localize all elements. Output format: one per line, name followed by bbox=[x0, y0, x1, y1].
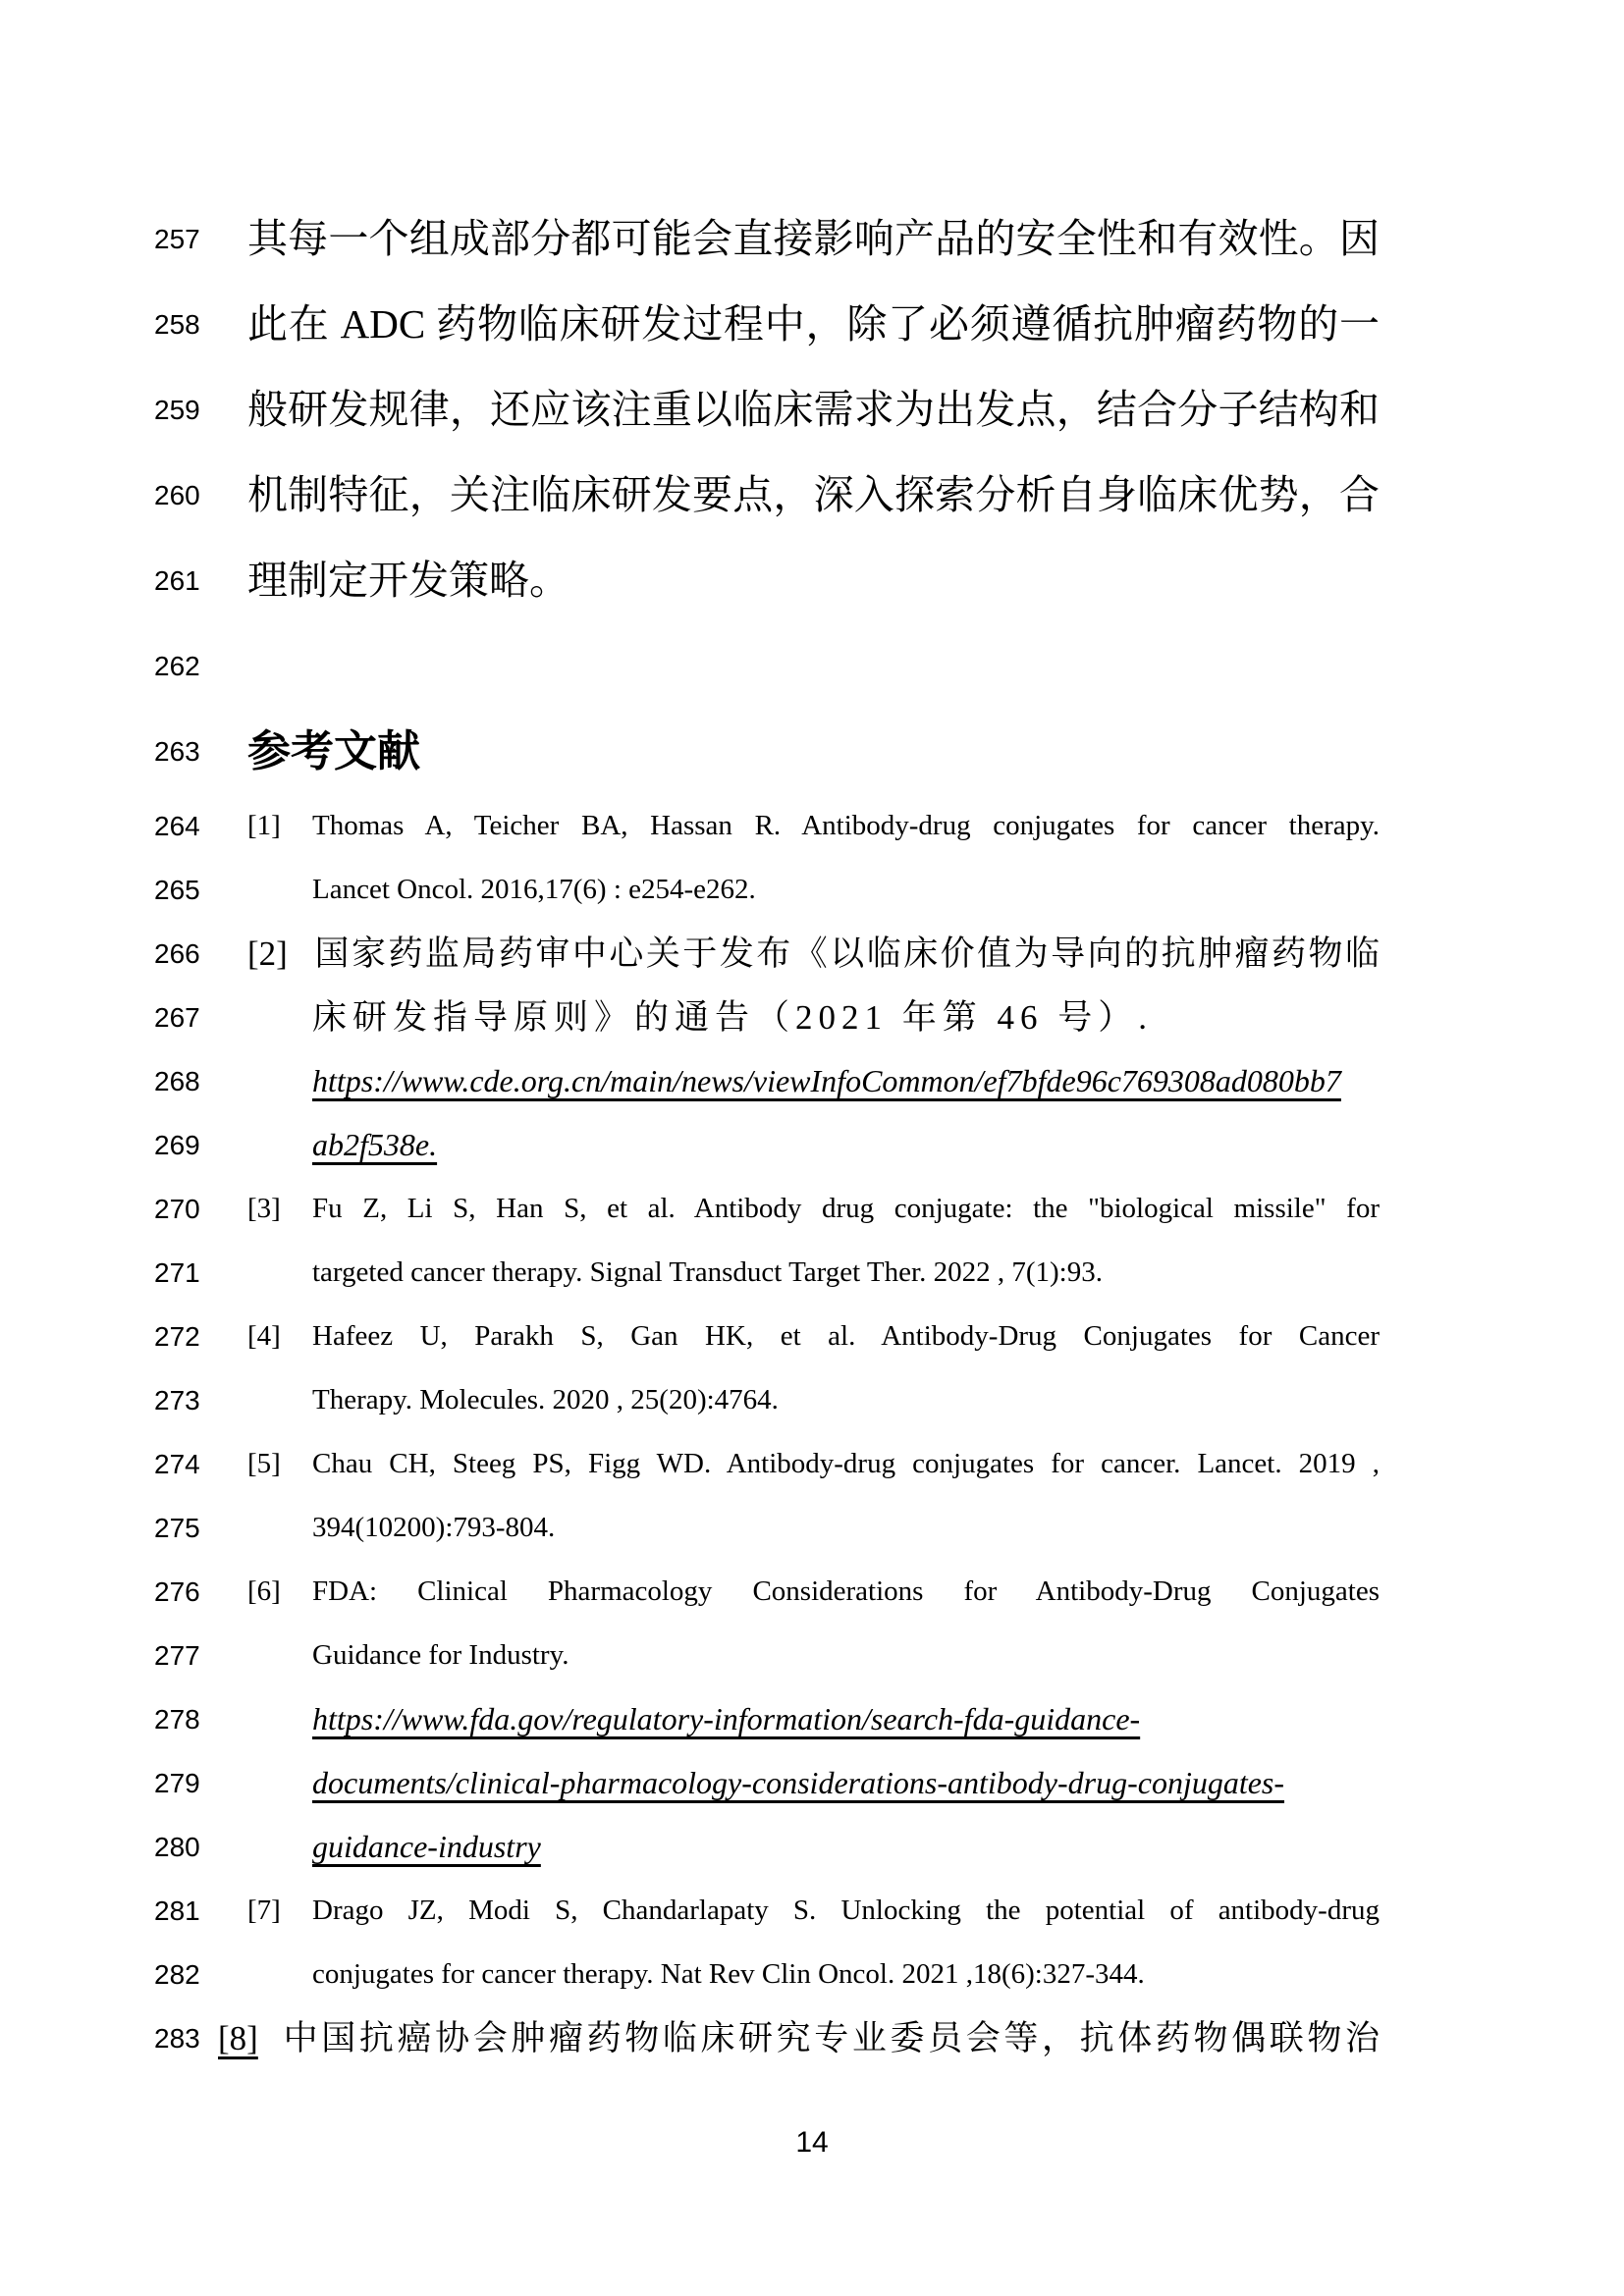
reference-line bbox=[0, 858, 1624, 922]
reference-text-body: Lancet Oncol. 2016,17(6) : e254-e262. bbox=[312, 874, 756, 905]
line-number: 277 bbox=[154, 1640, 200, 1671]
reference-line bbox=[0, 1496, 1624, 1560]
reference-url-link[interactable]: https://www.cde.org.cn/main/news/viewInfoCommon/ef7bfde96c769308ad080bb7 bbox=[312, 1063, 1341, 1098]
reference-text bbox=[247, 1049, 1380, 1113]
reference-marker: [4] bbox=[247, 1320, 281, 1352]
reference-text-body: targeted cancer therapy. Signal Transduct Target Ther. 2022 , 7(1):93. bbox=[312, 1256, 1103, 1288]
references-heading-row bbox=[0, 709, 1624, 794]
reference-text bbox=[247, 858, 1380, 922]
reference-line bbox=[0, 1815, 1624, 1879]
line-number: 281 bbox=[154, 1896, 200, 1926]
reference-marker: [1] bbox=[247, 810, 281, 841]
line-number: 272 bbox=[154, 1321, 200, 1352]
line-number: 273 bbox=[154, 1385, 200, 1415]
line-number: 260 bbox=[154, 480, 200, 510]
reference-line bbox=[0, 794, 1624, 858]
reference-text-body: FDA: Clinical Pharmacology Considerations for Antibody-Drug Conjugates bbox=[312, 1575, 1380, 1607]
line-number: 276 bbox=[154, 1576, 200, 1607]
reference-text-body: 中国抗癌协会肿瘤药物临床研究专业委员会等，抗体药物偶联物治 bbox=[280, 2019, 1380, 2057]
line-number: 275 bbox=[154, 1513, 200, 1543]
reference-text bbox=[247, 1368, 1380, 1432]
reference-text-body: 国家药监局药审中心关于发布《以临床价值为导向的抗肿瘤药物临 bbox=[312, 934, 1380, 973]
reference-marker: [2] bbox=[247, 934, 288, 973]
line-number: 267 bbox=[154, 1002, 200, 1033]
reference-text-body: conjugates for cancer therapy. Nat Rev Clin Oncol. 2021 ,18(6):327-344. bbox=[312, 1958, 1145, 1990]
paragraph-section bbox=[0, 0, 1624, 709]
reference-text-body: Thomas A, Teicher BA, Hassan R. Antibody-drug conjugates for cancer therapy. bbox=[312, 810, 1380, 841]
references-heading: 参考文献 bbox=[247, 727, 420, 775]
line-number: 283 bbox=[154, 2023, 200, 2054]
reference-text bbox=[247, 1624, 1380, 1687]
line-number: 262 bbox=[154, 651, 200, 681]
reference-line bbox=[0, 1943, 1624, 2006]
reference-line bbox=[0, 1432, 1624, 1496]
reference-line bbox=[0, 1687, 1624, 1751]
reference-text bbox=[247, 1113, 1380, 1177]
reference-line bbox=[0, 1177, 1624, 1241]
reference-line bbox=[0, 922, 1624, 986]
reference-text bbox=[247, 986, 1380, 1049]
reference-text bbox=[247, 794, 1380, 858]
reference-url-link[interactable]: ab2f538e. bbox=[312, 1127, 438, 1162]
reference-text bbox=[247, 1432, 1380, 1496]
line-number: 265 bbox=[154, 875, 200, 905]
line-number: 263 bbox=[154, 736, 200, 767]
reference-text bbox=[247, 1305, 1380, 1368]
reference-text bbox=[247, 1815, 1380, 1879]
paragraph-line bbox=[0, 538, 1624, 623]
reference-text-body: Hafeez U, Parakh S, Gan HK, et al. Antibody-Drug Conjugates for Cancer bbox=[312, 1320, 1380, 1352]
reference-line bbox=[0, 1879, 1624, 1943]
reference-line bbox=[0, 1560, 1624, 1624]
line-number: 280 bbox=[154, 1832, 200, 1862]
paragraph-line bbox=[0, 282, 1624, 367]
paragraph-text: 此在 ADC 药物临床研发过程中，除了必须遵循抗肿瘤药物的一 bbox=[247, 301, 1380, 347]
reference-marker: [7] bbox=[247, 1895, 281, 1926]
line-number: 258 bbox=[154, 309, 200, 340]
line-number: 257 bbox=[154, 224, 200, 254]
reference-text bbox=[247, 1879, 1380, 1943]
line-number: 266 bbox=[154, 938, 200, 969]
line-number: 268 bbox=[154, 1066, 200, 1096]
reference-text bbox=[247, 1943, 1380, 2006]
reference-url-link[interactable]: documents/clinical-pharmacology-considerations-antibody-drug-conjugates- bbox=[312, 1765, 1285, 1800]
reference-text bbox=[218, 2006, 1380, 2070]
reference-line bbox=[0, 1624, 1624, 1687]
reference-text bbox=[247, 1177, 1380, 1241]
paragraph-text: 机制特征，关注临床研发要点，深入探索分析自身临床优势，合 bbox=[247, 472, 1380, 517]
reference-text bbox=[247, 1687, 1380, 1751]
reference-marker: [5] bbox=[247, 1448, 281, 1479]
reference-text-body: Fu Z, Li S, Han S, et al. Antibody drug conjugate: the "biological missile" for bbox=[312, 1193, 1380, 1224]
reference-text-body: 床研发指导原则》的通告（2021 年第 46 号）. bbox=[312, 998, 1154, 1037]
paragraph-text: 般研发规律，还应该注重以临床需求为出发点，结合分子结构和 bbox=[247, 387, 1380, 432]
reference-line bbox=[0, 1751, 1624, 1815]
reference-line bbox=[0, 2006, 1624, 2070]
line-number: 274 bbox=[154, 1449, 200, 1479]
reference-line bbox=[0, 1113, 1624, 1177]
references-section bbox=[0, 794, 1624, 2070]
line-number: 259 bbox=[154, 395, 200, 425]
paragraph-line bbox=[0, 196, 1624, 282]
line-number: 282 bbox=[154, 1959, 200, 1990]
reference-text-body: 394(10200):793-804. bbox=[312, 1512, 556, 1543]
reference-url-link[interactable]: https://www.fda.gov/regulatory-information/search-fda-guidance- bbox=[312, 1701, 1141, 1736]
line-number: 271 bbox=[154, 1257, 200, 1288]
page-number: 14 bbox=[795, 2126, 829, 2159]
reference-marker: [6] bbox=[247, 1575, 281, 1607]
reference-line bbox=[0, 1049, 1624, 1113]
reference-text bbox=[247, 922, 1380, 986]
reference-text-body: Guidance for Industry. bbox=[312, 1639, 569, 1671]
reference-text bbox=[247, 1751, 1380, 1815]
reference-line bbox=[0, 1368, 1624, 1432]
line-number: 279 bbox=[154, 1768, 200, 1798]
line-number: 278 bbox=[154, 1704, 200, 1735]
reference-text bbox=[247, 1560, 1380, 1624]
reference-text bbox=[247, 1241, 1380, 1305]
paragraph-line bbox=[0, 367, 1624, 453]
line-number: 261 bbox=[154, 565, 200, 596]
reference-marker: [3] bbox=[247, 1193, 281, 1224]
reference-text-body: Chau CH, Steeg PS, Figg WD. Antibody-drug conjugates for cancer. Lancet. 2019 , bbox=[312, 1448, 1380, 1479]
reference-url-link[interactable]: guidance-industry bbox=[312, 1829, 541, 1864]
line-number: 269 bbox=[154, 1130, 200, 1160]
line-number: 264 bbox=[154, 811, 200, 841]
paragraph-line bbox=[0, 453, 1624, 538]
paragraph-text: 理制定开发策略。 bbox=[247, 558, 569, 603]
line-number: 270 bbox=[154, 1194, 200, 1224]
reference-marker: [8] bbox=[218, 2019, 258, 2057]
reference-text-body: Therapy. Molecules. 2020 , 25(20):4764. bbox=[312, 1384, 779, 1415]
reference-line bbox=[0, 1241, 1624, 1305]
reference-text-body: Drago JZ, Modi S, Chandarlapaty S. Unlocking the potential of antibody-drug bbox=[312, 1895, 1380, 1926]
paragraph-line bbox=[0, 623, 1624, 709]
reference-line bbox=[0, 986, 1624, 1049]
reference-text bbox=[247, 1496, 1380, 1560]
paragraph-text: 其每一个组成部分都可能会直接影响产品的安全性和有效性。因 bbox=[247, 216, 1380, 261]
reference-line bbox=[0, 1305, 1624, 1368]
